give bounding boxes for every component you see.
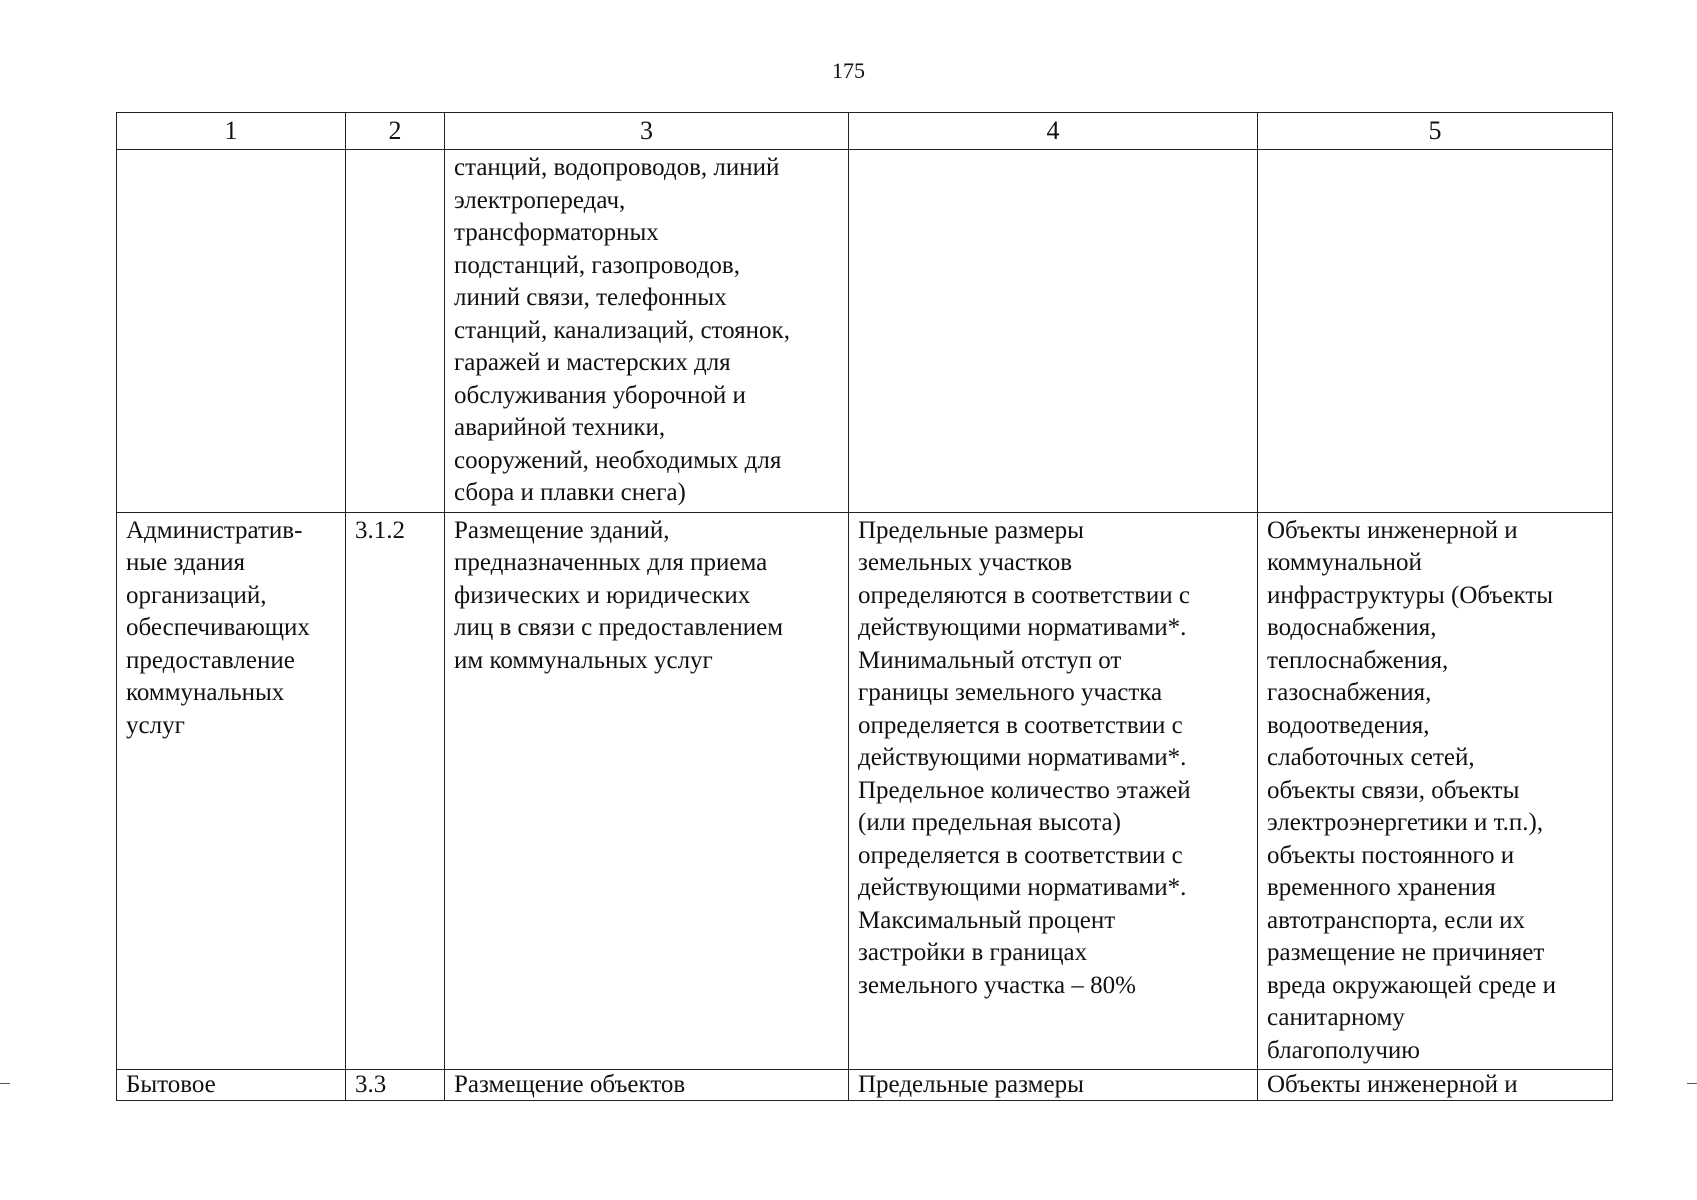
cell-description (445, 150, 849, 513)
zoning-regulations-table (116, 112, 1613, 1101)
cell-text: Объекты инженерной и (1267, 1071, 1518, 1098)
cell-auxiliary-uses (1258, 512, 1613, 1070)
page-number: 175 (832, 58, 865, 83)
cell-description (445, 1070, 849, 1101)
column-header-2: 2 (346, 113, 445, 150)
cell-use-type (117, 150, 346, 513)
cell-code (346, 512, 445, 1070)
scan-edge-mark (1687, 1083, 1697, 1084)
cell-text: Объекты инженерной и коммунальной инфраструктуры (Объекты водоснабжения, теплоснабжения, газоснабжения, водоотведения, слаботочных сетей, объекты связи, объекты электроэнергетики и т.п.), объекты постоянного и временного хранения автотранспорта, если их размещение не причиняет вреда окружающей среде и санитарному благополучию (1267, 516, 1556, 1064)
cell-auxiliary-uses (1258, 1070, 1613, 1101)
table-header-row (117, 113, 1613, 150)
table-row (117, 150, 1613, 513)
cell-text: 3.1.2 (355, 516, 405, 544)
cell-parameters (849, 1070, 1258, 1101)
cell-text: Административ- ные здания организаций, обеспечивающих предоставление коммунальных услуг (126, 516, 310, 739)
cell-text: Предельные размеры земельных участков определяются в соответствии с действующими нормативами*. Минимальный отступ от границы земельного участка определяется в соответствии с действующими нормативами*. Предельное количество этажей (или предельная высота) определяется в соответствии с действующими нормативами*. Максимальный процент застройки в границах земельного участка – 80% (858, 516, 1191, 999)
column-header-1: 1 (117, 113, 346, 150)
cell-parameters (849, 512, 1258, 1070)
cell-text: 3.3 (355, 1071, 387, 1098)
column-header-3: 3 (445, 113, 849, 150)
cell-parameters (849, 150, 1258, 513)
cell-text: Размещение объектов (454, 1071, 686, 1098)
column-header-4: 4 (849, 113, 1258, 150)
cell-code (346, 150, 445, 513)
table-row (117, 1070, 1613, 1101)
cell-auxiliary-uses (1258, 150, 1613, 513)
cell-description (445, 512, 849, 1070)
cell-text: Бытовое (126, 1071, 216, 1098)
cell-text: Предельные размеры (858, 1071, 1084, 1098)
table-row (117, 512, 1613, 1070)
cell-text: Размещение зданий, предназначенных для приема физических и юридических лиц в связи с предоставлением им коммунальных услуг (454, 516, 784, 674)
scan-edge-mark (0, 1083, 10, 1084)
cell-use-type (117, 512, 346, 1070)
cell-code (346, 1070, 445, 1101)
cell-text: станций, водопроводов, линий электропередач, трансформаторных подстанций, газопроводов, линий связи, телефонных станций, канализаций, стоянок, гаражей и мастерских для обслуживания уборочной и аварийной техники, сооружений, необходимых для сбора и плавки снега) (454, 154, 790, 506)
column-header-5: 5 (1258, 113, 1613, 150)
cell-use-type (117, 1070, 346, 1101)
